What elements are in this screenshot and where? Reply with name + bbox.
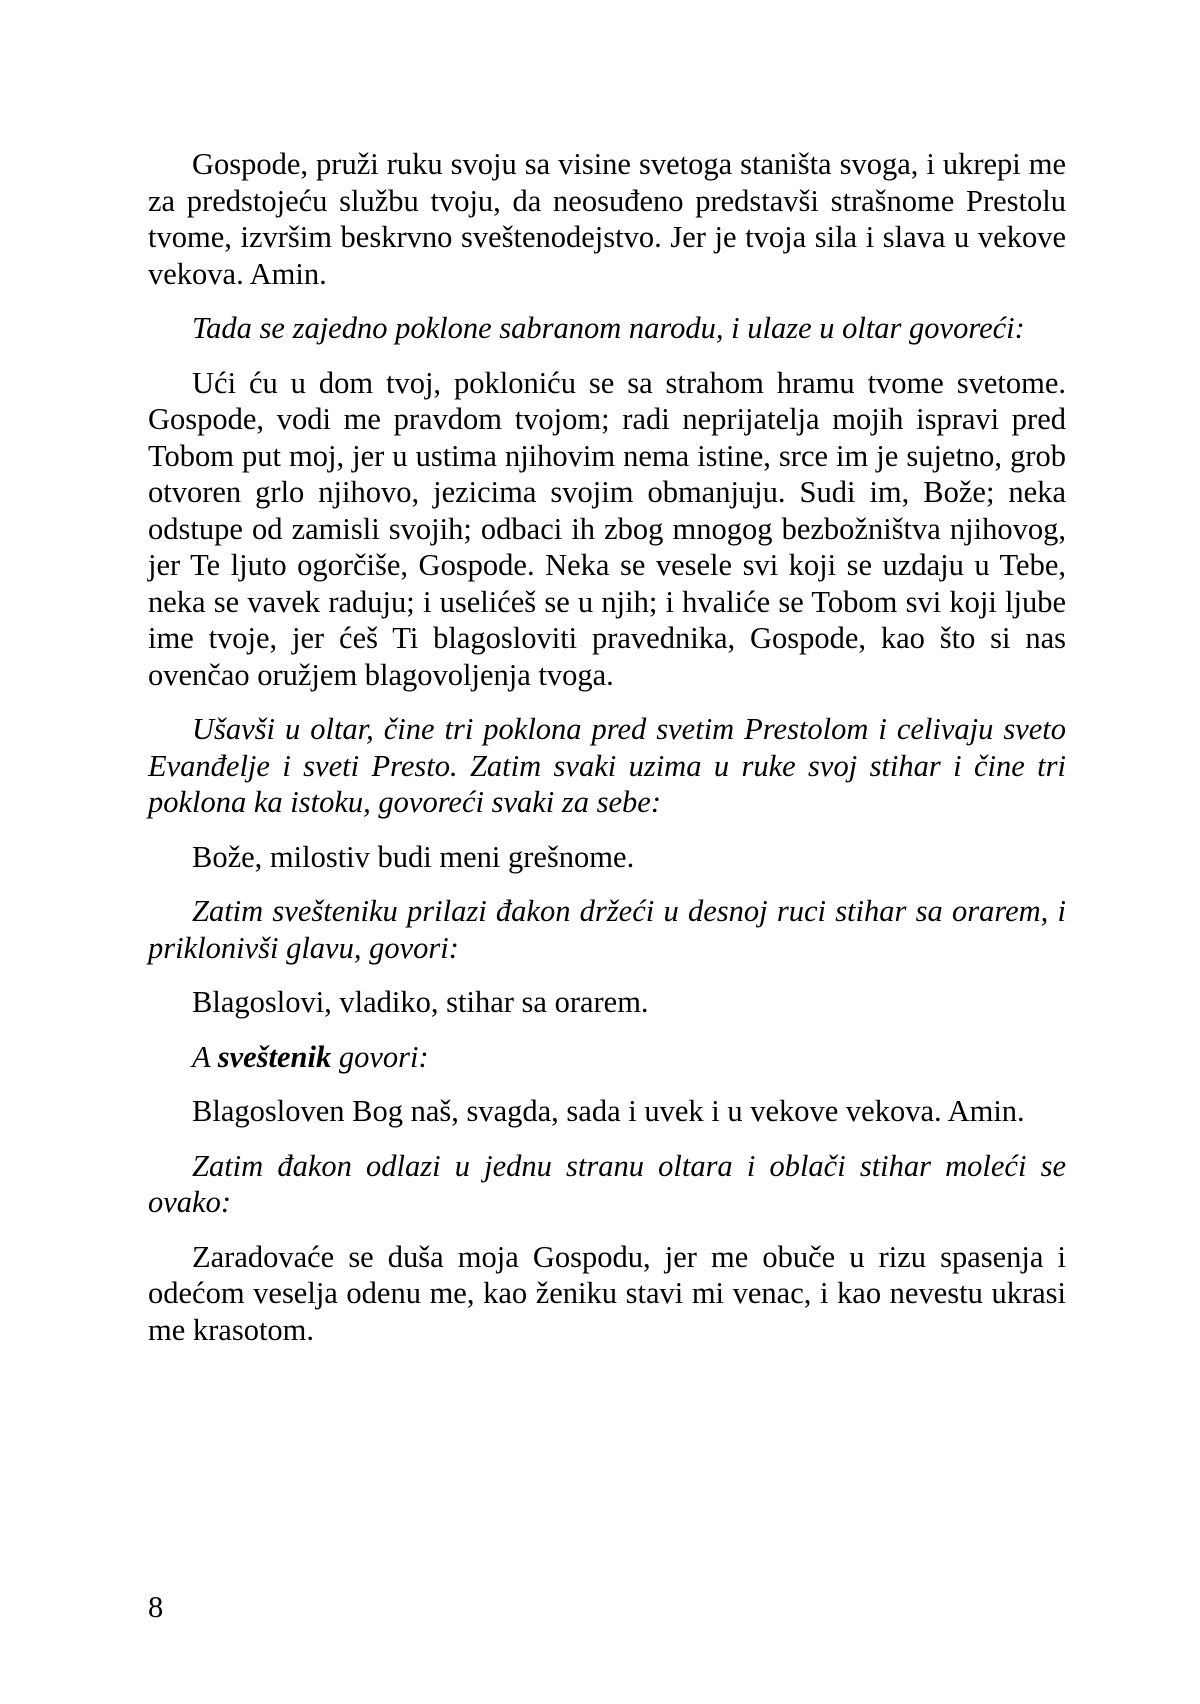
rubric-paragraph-3: Zatim svešteniku prilazi đakon držeći u desnoj ruci stihar sa orarem, i priklonivši glavu, govori: <box>148 894 1066 965</box>
prayer-paragraph-6: Zaradovaće se duša moja Gospodu, jer me obuče u rizu spasenja i odećom veselja odenu me, kao ženiku stavi mi venac, i kao nevestu ukrasi me krasotom. <box>148 1239 1066 1347</box>
prayer-paragraph-1: Gospode, pruži ruku svoju sa visine svetoga staništa svoga, i ukrepi me za predstojeću službu tvoju, da neosuđeno predstavši strašnome Prestolu tvome, izvršim beskrvno sveštenodejstvo. Jer je tvoja sila i slava u vekove vekova. Amin. <box>148 147 1066 291</box>
prayer-paragraph-4: Blagoslovi, vladiko, stihar sa orarem. <box>192 985 649 1019</box>
rubric-paragraph-2: Ušavši u oltar, čine tri poklona pred svetim Prestolom i celivaju sveto Evanđelje i sveti Presto. Zatim svaki uzima u ruke svoj stihar i čine tri poklona ka istoku, govoreći svaki za sebe: <box>148 712 1066 819</box>
rubric-paragraph-1: Tada se zajedno poklone sabranom narodu, i ulaze u oltar govoreći: <box>192 311 1025 345</box>
page-body <box>148 146 1066 1348</box>
rubric-4-prefix: A <box>192 1039 218 1074</box>
page-number: 8 <box>148 1590 164 1624</box>
rubric-paragraph-5: Zatim đakon odlazi u jednu stranu oltara i oblači stihar moleći se ovako: <box>148 1148 1066 1219</box>
rubric-4-suffix: govori: <box>331 1039 429 1074</box>
rubric-4-speaker: sveštenik <box>217 1039 332 1074</box>
prayer-paragraph-2: Ući ću u dom tvoj, pokloniću se sa strahom hramu tvome svetome. Gospode, vodi me pravdom tvojom; radi neprijatelja mojih ispravi pred Tobom put moj, jer u ustima njihovim nema istine, srce im je sujetno, grob otvoren grlo njihovo, jezicima svojim obmanjuju. Sudi im, Bože; neka odstupe od zamisli svojih; odbaci ih zbog mnogog bezbožništva njihovog, jer Te ljuto ogorčiše, Gospode. Neka se vesele svi koji se uzdaju u Tebe, neka se vavek raduju; i uselićeš se u njih; i hvaliće se Tobom svi koji ljube ime tvoje, jer ćeš Ti blagosloviti pravednika, Gospode, kao što si nas ovenčao oružjem blagovoljenja tvoga. <box>148 365 1066 692</box>
rubric-paragraph-4 <box>148 1039 1066 1076</box>
prayer-paragraph-5: Blagosloven Bog naš, svagda, sada i uvek i u vekove vekova. Amin. <box>192 1094 1025 1128</box>
prayer-paragraph-3: Bože, milostiv budi meni grešnome. <box>192 839 635 874</box>
